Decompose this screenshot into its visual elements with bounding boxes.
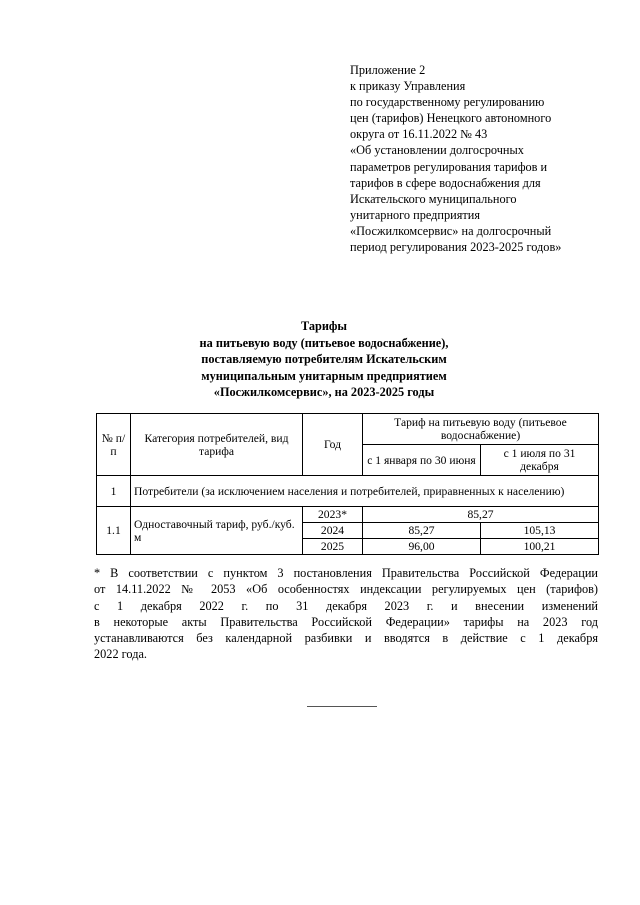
table-header-row [97,414,599,445]
appendix-block [350,62,561,255]
item-label: Одноставочный тариф, руб./куб. м [131,507,303,555]
title-line: «Посжилкомсервис», на 2023-2025 годы [213,385,435,400]
header-tariff: Тариф на питьевую воду (питьевое водоснабжение) [363,414,599,445]
footnote [94,565,598,663]
row-value-h1: 96,00 [363,539,481,555]
title-line: поставляемую потребителям Искательским [201,352,447,367]
appendix-line: Приложение 2 [350,63,426,77]
divider [307,706,377,707]
row-value-h1: 85,27 [363,523,481,539]
table-row [97,507,599,523]
footnote-line: от 14.11.2022 № 2053 «Об особенностях индексации регулируемых цен (тарифов) [94,582,598,597]
title-line: муниципальным унитарным предприятием [201,368,447,383]
footnote-line: с 1 декабря 2022 г. по 31 декабря 2023 г. и внесении изменений [94,598,598,613]
row-value-h2: 105,13 [481,523,599,539]
item-num: 1.1 [97,507,131,555]
header-year: Год [303,414,363,476]
row-year: 2024 [303,523,363,539]
appendix-line: «Об установлении долгосрочных [350,143,524,158]
group-label: Потребители (за исключением населения и потребителей, приравненных к населению) [131,476,599,507]
appendix-line: округа от 16.11.2022 № 43 [350,127,488,142]
row-year: 2025 [303,539,363,555]
appendix-line: унитарного предприятия [350,207,480,222]
appendix-line: параметров регулирования тарифов и [350,159,548,174]
tariff-table [96,413,599,555]
header-period-1: с 1 января по 30 июня [363,445,481,476]
header-category: Категория потребителей, вид тарифа [131,414,303,476]
header-num: № п/п [97,414,131,476]
row-year: 2023* [303,507,363,523]
document-title [100,318,548,401]
appendix-line: Искательского муниципального [350,191,517,206]
appendix-line: по государственному регулированию [350,95,545,110]
appendix-line: «Посжилкомсервис» на долгосрочный [350,223,552,238]
footnote-line: устанавливаются без календарной разбивки и вводятся в действие с 1 декабря [94,631,598,646]
footnote-line: * В соответствии с пунктом 3 постановления Правительства Российской Федерации [94,566,598,580]
appendix-line: цен (тарифов) Ненецкого автономного [350,111,552,126]
title-line: на питьевую воду (питьевое водоснабжение), [199,335,449,350]
appendix-line: период регулирования 2023-2025 годов» [350,240,562,255]
table-group-row [97,476,599,507]
title-line: Тарифы [300,319,348,333]
row-combined-value: 85,27 [363,507,599,523]
group-num: 1 [97,476,131,507]
footnote-line: в некоторые акты Правительства Российской Федерации» тарифы на 2023 год [94,614,598,629]
appendix-line: тарифов в сфере водоснабжения для [350,175,541,190]
appendix-line: к приказу Управления [350,79,466,94]
header-period-2: с 1 июля по 31 декабря [481,445,599,476]
row-value-h2: 100,21 [481,539,599,555]
footnote-line: 2022 года. [94,647,147,662]
